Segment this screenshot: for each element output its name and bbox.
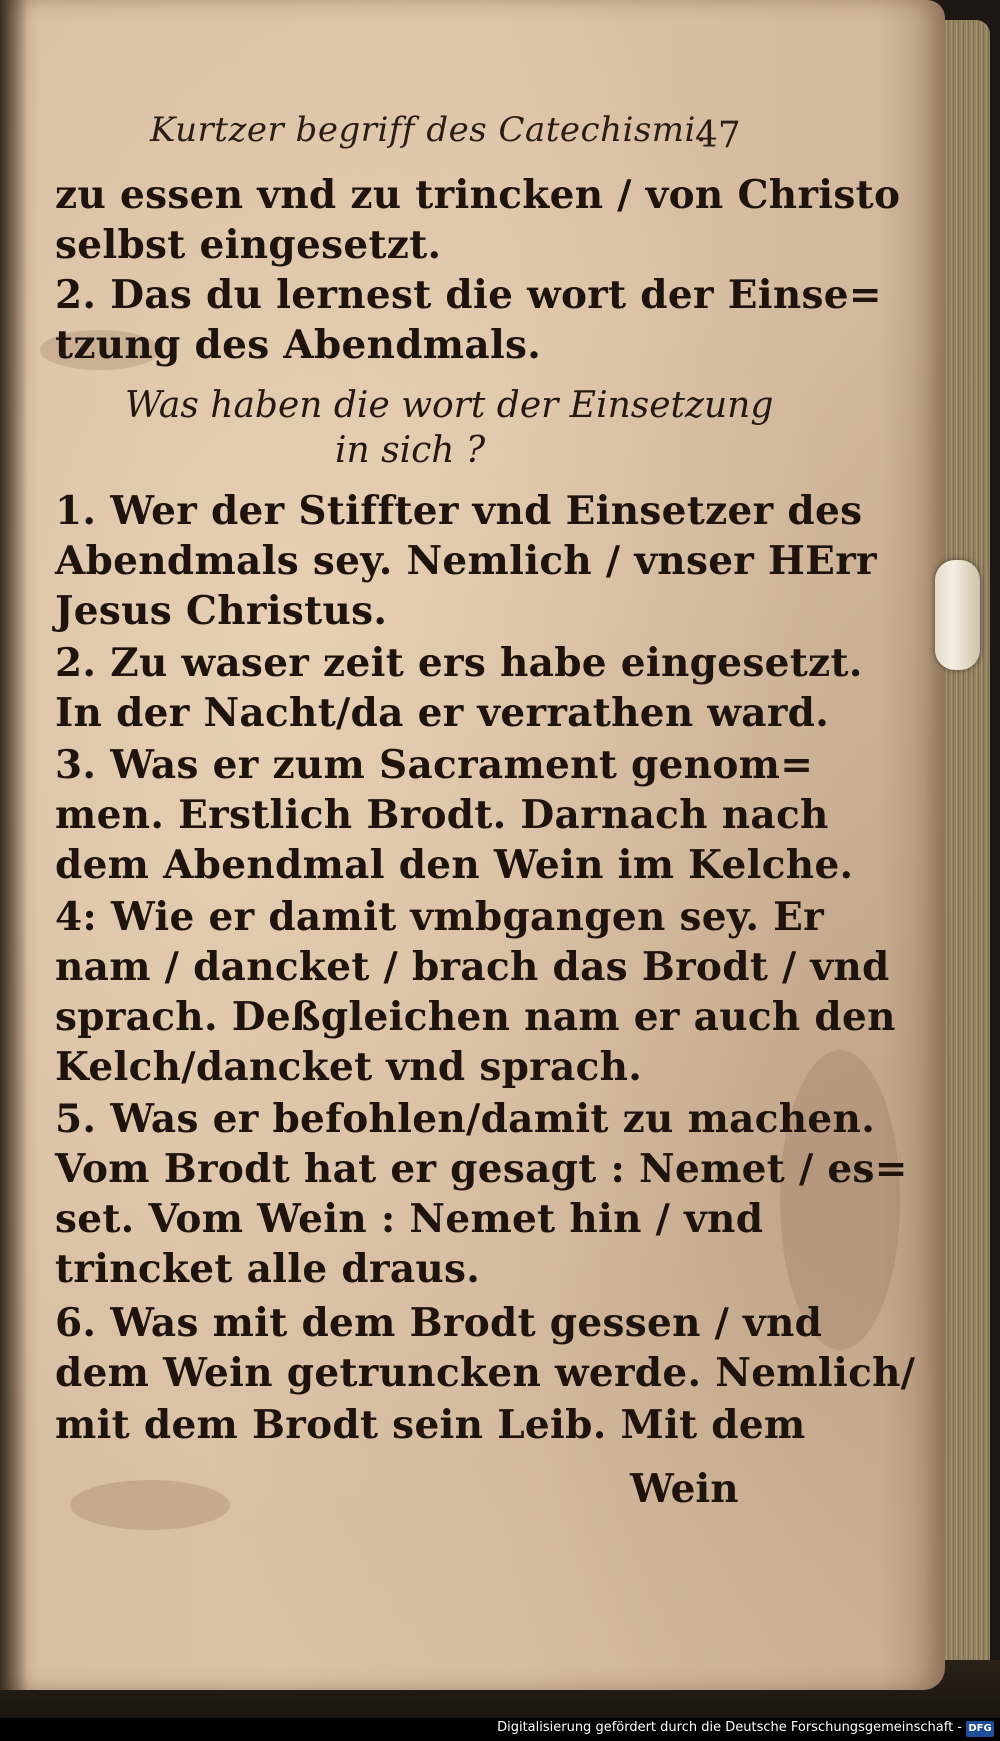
funding-credit: Digitalisierung gefördert durch die Deutsche Forschungsgemeinschaft - — [497, 1720, 962, 1735]
text-line: 3. Was er zum Sacrament genom= — [55, 742, 814, 788]
text-line: 5. Was er befohlen/damit zu machen. — [55, 1096, 876, 1142]
question-heading: in sich ? — [335, 430, 486, 471]
text-line: zu essen vnd zu trincken / von Christo — [55, 172, 901, 218]
text-line: selbst eingesetzt. — [55, 222, 442, 268]
text-line: 4: Wie er damit vmbgangen sey. Er — [55, 894, 824, 940]
text-line: Jesus Christus. — [55, 588, 388, 634]
page-number: 47 — [695, 115, 741, 156]
text-line: dem Wein getruncken werde. Nemlich/ — [55, 1350, 916, 1396]
text-line: 1. Wer der Stiffter vnd Einsetzer des — [55, 488, 863, 534]
text-line: Kelch/dancket vnd sprach. — [55, 1044, 643, 1090]
text-line: Abendmals sey. Nemlich / vnser HErr — [55, 538, 877, 584]
text-line: set. Vom Wein : Nemet hin / vnd — [55, 1196, 764, 1242]
page-tab-marker — [935, 560, 980, 670]
text-line: sprach. Deßgleichen nam er auch den — [55, 994, 896, 1040]
gutter-shadow — [0, 0, 28, 1690]
text-line: 2. Zu waser zeit ers habe eingesetzt. — [55, 640, 863, 686]
text-line: trincket alle draus. — [55, 1246, 481, 1292]
text-line: dem Abendmal den Wein im Kelche. — [55, 842, 854, 888]
paper-stain — [70, 1480, 230, 1530]
text-line: nam / dancket / brach das Brodt / vnd — [55, 944, 890, 990]
text-line: Vom Brodt hat er gesagt : Nemet / es= — [55, 1146, 908, 1192]
running-head: Kurtzer begriff des Catechismi. — [150, 110, 708, 150]
text-line: mit dem Brodt sein Leib. Mit dem — [55, 1402, 806, 1448]
dfg-logo: DFG — [966, 1721, 994, 1737]
text-line: 2. Das du lernest die wort der Einse= — [55, 272, 882, 318]
text-line: In der Nacht/da er verrathen ward. — [55, 690, 830, 736]
text-line: tzung des Abendmals. — [55, 322, 542, 368]
question-heading: Was haben die wort der Einsetzung — [125, 385, 774, 426]
catchword: Wein — [630, 1466, 739, 1512]
text-line: 6. Was mit dem Brodt gessen / vnd — [55, 1300, 823, 1346]
text-line: men. Erstlich Brodt. Darnach nach — [55, 792, 829, 838]
